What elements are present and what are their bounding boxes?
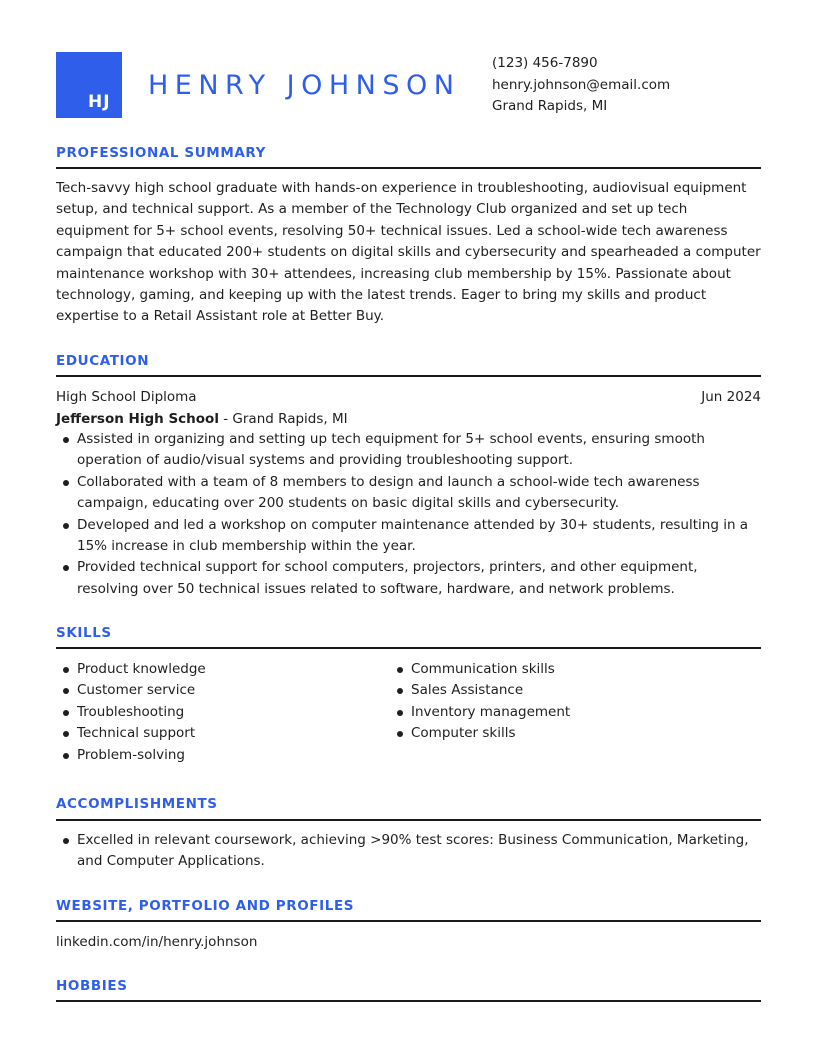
skill-item: Computer skills	[390, 723, 760, 744]
monogram-badge	[56, 52, 122, 118]
skill-item: Technical support	[56, 723, 376, 744]
section-divider	[56, 647, 761, 649]
school-name: Jefferson High School	[56, 411, 219, 427]
education-school-row	[56, 411, 761, 427]
graduation-date: Jun 2024	[701, 389, 761, 405]
list-item: Collaborated with a team of 8 members to design and launch a school-wide tech awareness campaign, educating over 200 students on basic digital skills and cybersecurity.	[56, 472, 761, 515]
skills-list-right	[390, 659, 760, 745]
degree: High School Diploma	[56, 389, 197, 405]
phone-number: (123) 456-7890	[492, 55, 598, 71]
section-divider	[56, 920, 761, 922]
education-degree-row	[56, 389, 761, 405]
monogram-initials: HJ	[88, 92, 111, 112]
section-title-accomplishments: ACCOMPLISHMENTS	[56, 796, 218, 812]
section-divider	[56, 819, 761, 821]
school-location: - Grand Rapids, MI	[218, 411, 348, 427]
skill-item: Communication skills	[390, 659, 760, 680]
skill-item: Customer service	[56, 680, 376, 701]
skill-item: Product knowledge	[56, 659, 376, 680]
skill-item: Sales Assistance	[390, 680, 760, 701]
education-bullets	[56, 429, 761, 600]
section-title-summary: PROFESSIONAL SUMMARY	[56, 145, 267, 161]
contact-block	[492, 53, 670, 118]
list-item: Provided technical support for school computers, projectors, printers, and other equipment, resolving over 50 technical issues related to software, hardware, and network problems.	[56, 557, 761, 600]
skill-item: Troubleshooting	[56, 702, 376, 723]
skills-list-left	[56, 659, 376, 766]
list-item: Assisted in organizing and setting up tech equipment for 5+ school events, ensuring smooth operation of audio/visual systems and providing troubleshooting support.	[56, 429, 761, 472]
linkedin-link[interactable]: linkedin.com/in/henry.johnson	[56, 934, 258, 950]
section-divider	[56, 1000, 761, 1002]
section-title-website: WEBSITE, PORTFOLIO AND PROFILES	[56, 898, 355, 914]
section-divider	[56, 167, 761, 169]
candidate-name: HENRY JOHNSON	[148, 70, 461, 101]
section-title-education: EDUCATION	[56, 353, 150, 369]
skill-item: Inventory management	[390, 702, 760, 723]
location: Grand Rapids, MI	[492, 98, 608, 114]
list-item: Developed and led a workshop on computer maintenance attended by 30+ students, resulting in a 15% increase in club membership within the year.	[56, 515, 761, 558]
section-title-hobbies: HOBBIES	[56, 978, 128, 994]
section-title-skills: SKILLS	[56, 625, 112, 641]
summary-text: Tech-savvy high school graduate with hands-on experience in troubleshooting, audiovisual equipment setup, and technical support. As a member of the Technology Club organized and set up tech equipment for 5+ school events, resolving 50+ technical issues. Led a school-wide tech awareness campaign that educated 200+ students on digital skills and cybersecurity and spearheaded a computer maintenance workshop with 30+ attendees, increasing club membership by 15%. Passionate about technology, gaming, and keeping up with the latest trends. Eager to bring my skills and product expertise to a Retail Assistant role at Better Buy.	[56, 180, 761, 325]
email-address: henry.johnson@email.com	[492, 76, 671, 93]
section-divider	[56, 375, 761, 377]
list-item: Excelled in relevant coursework, achieving >90% test scores: Business Communication, Marketing, and Computer Applications.	[56, 830, 761, 873]
accomplishments-bullets	[56, 830, 761, 873]
skill-item: Problem-solving	[56, 745, 376, 766]
